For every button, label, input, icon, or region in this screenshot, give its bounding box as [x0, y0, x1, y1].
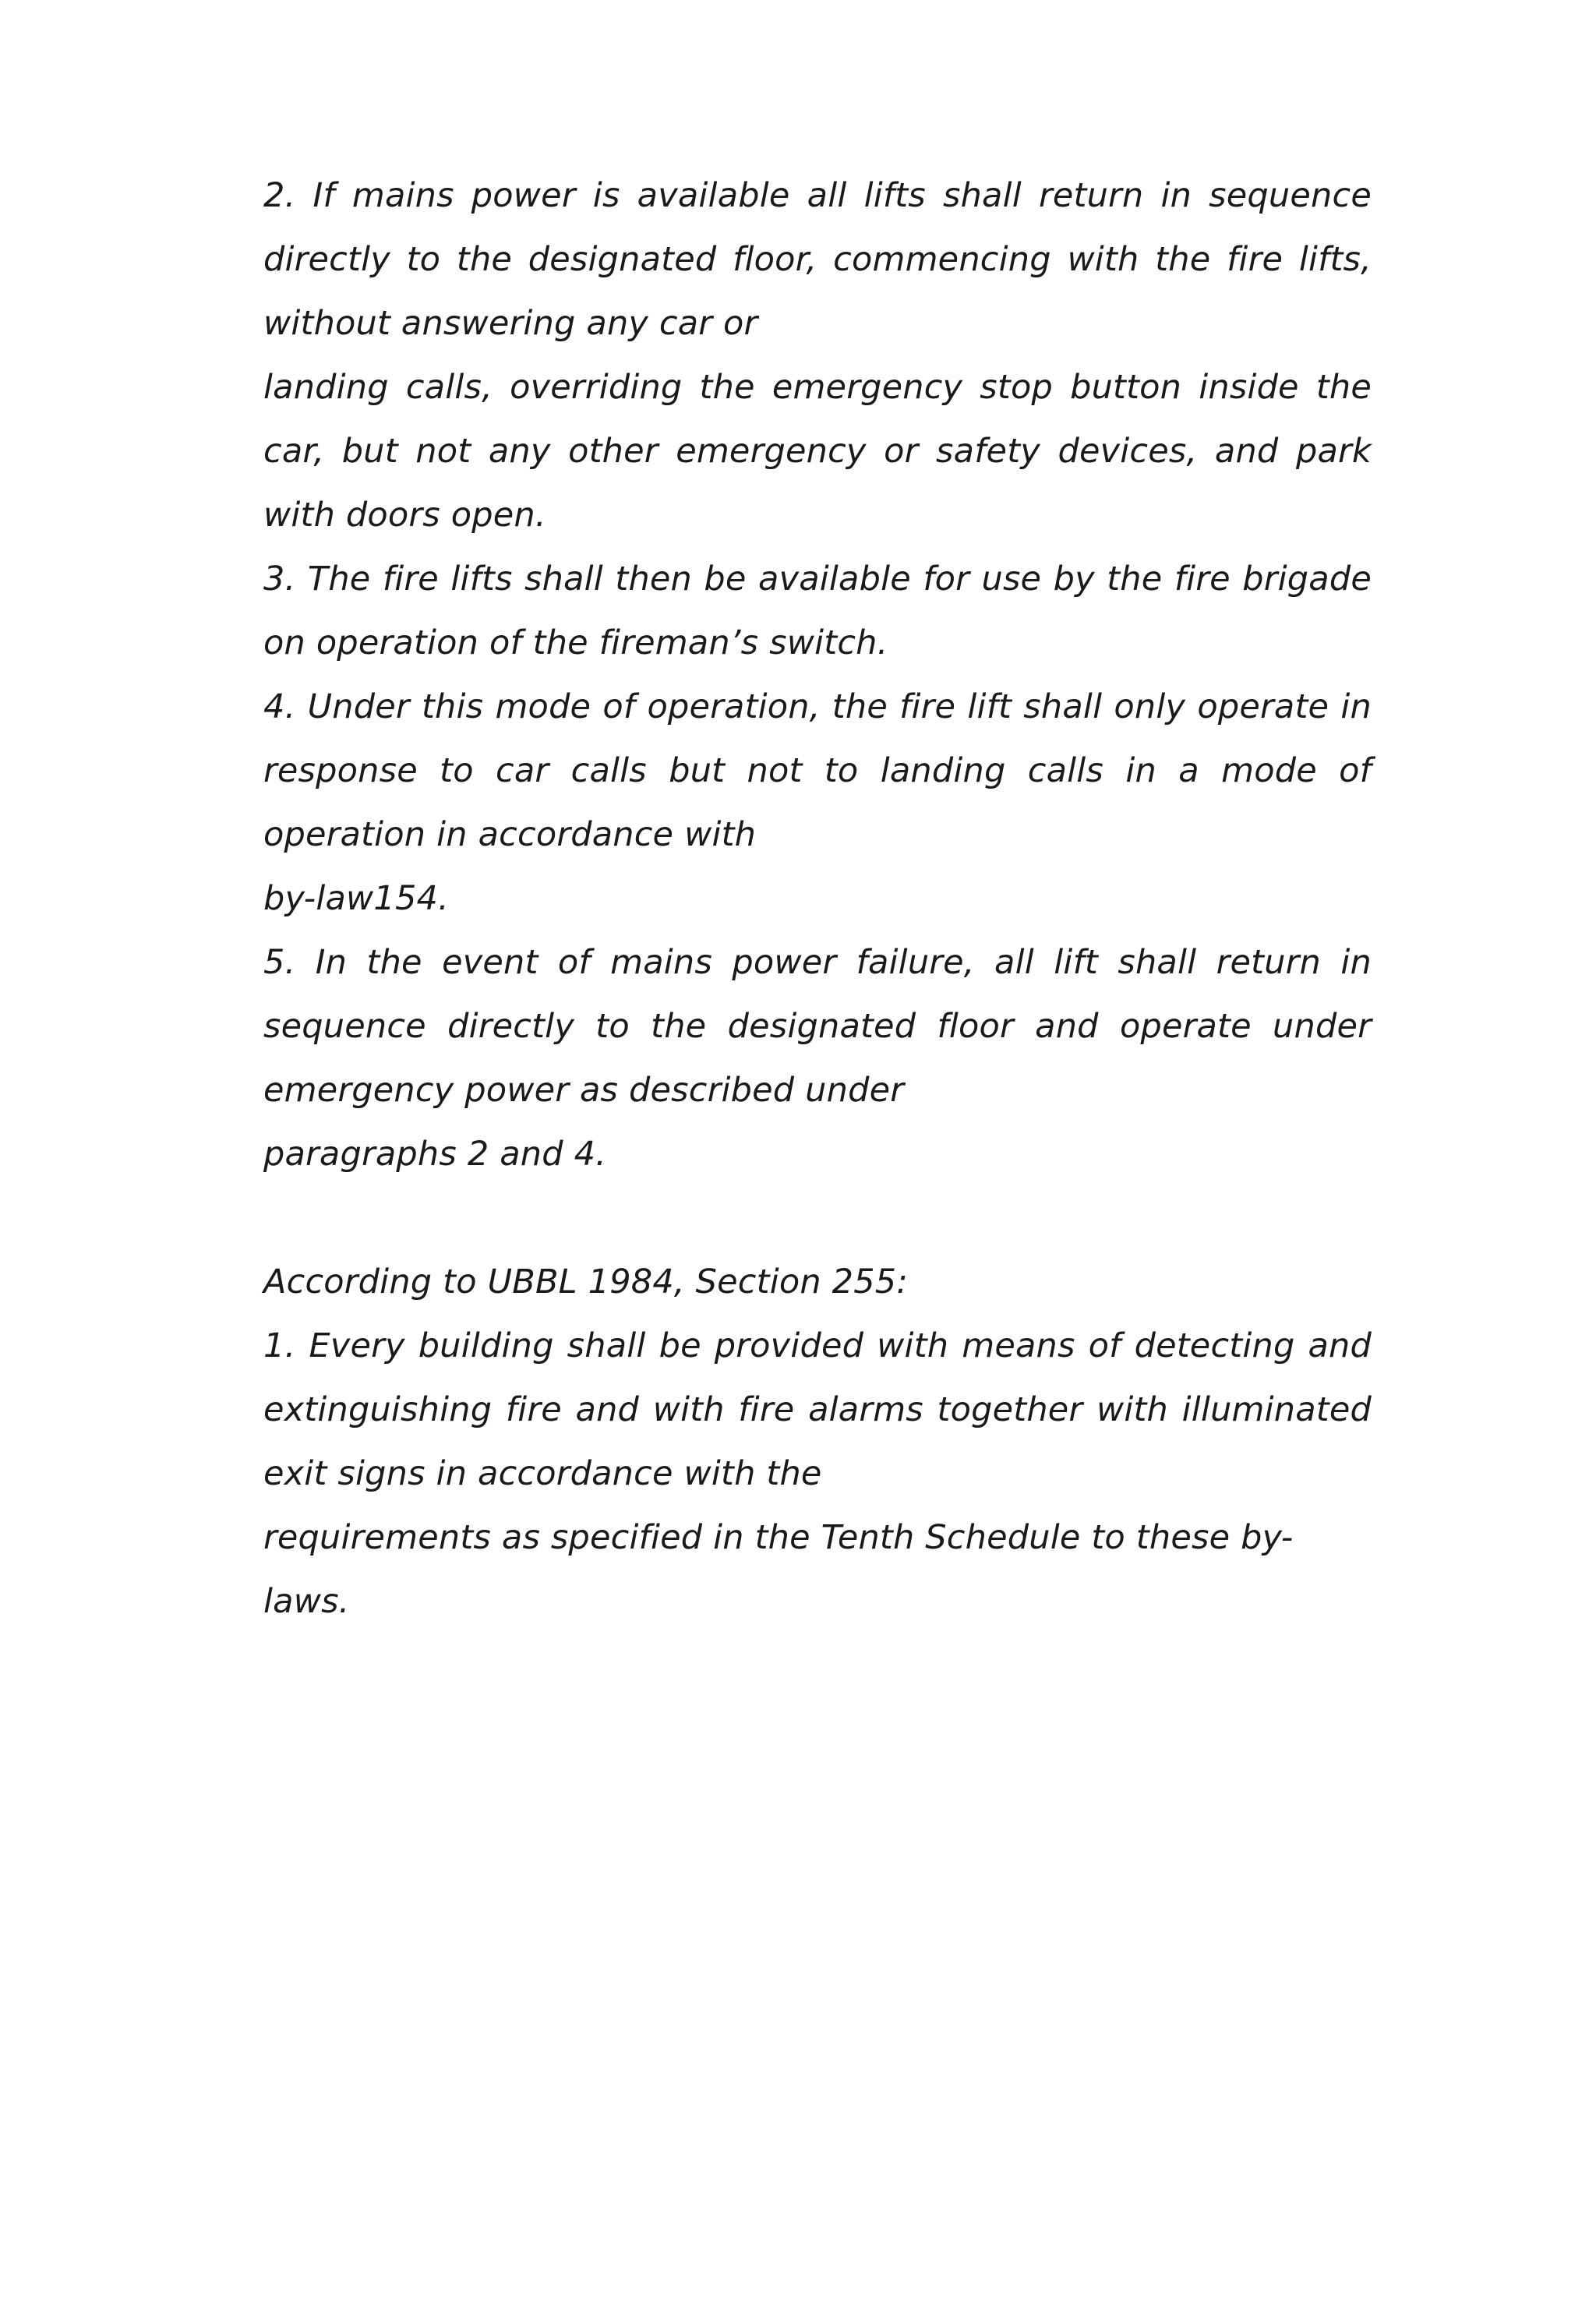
paragraph-item-4a: 4. Under this mode of operation, the fire lift shall only operate in response to car calls but not to landing calls in a mode of operation in accordance with: [263, 687, 1372, 854]
paragraph-item-5b: paragraphs 2 and 4.: [263, 1135, 607, 1174]
paragraph-item-4b: by-law154.: [263, 879, 449, 918]
paragraph-item-3: 3. The fire lifts shall then be available for use by the fire brigade on operation of the fireman’s switch.: [263, 560, 1372, 662]
paragraph-section-item-1b: requirements as specified in the Tenth Schedule to these by-laws.: [263, 1518, 1294, 1621]
paragraph-item-2b: landing calls, overriding the emergency stop button inside the car, but not any other emergency or safety devices, and park with doors open.: [263, 368, 1372, 535]
paragraph-section-item-1a: 1. Every building shall be provided with means of detecting and extinguishing fire and with fire alarms together with illuminated exit signs in accordance with the: [263, 1326, 1372, 1493]
paragraph-item-5a: 5. In the event of mains power failure, all lift shall return in sequence directly to the designated floor and operate under emergency power as described under: [263, 943, 1372, 1110]
ubbl-section: [263, 1250, 1372, 1633]
section-heading: According to UBBL 1984, Section 255:: [263, 1262, 909, 1301]
paragraph-item-2a: 2. If mains power is available all lifts shall return in sequence directly to the designated floor, commencing with the fire lifts, without answering any car or: [263, 176, 1372, 343]
lift-operation-section: [263, 164, 1372, 1186]
